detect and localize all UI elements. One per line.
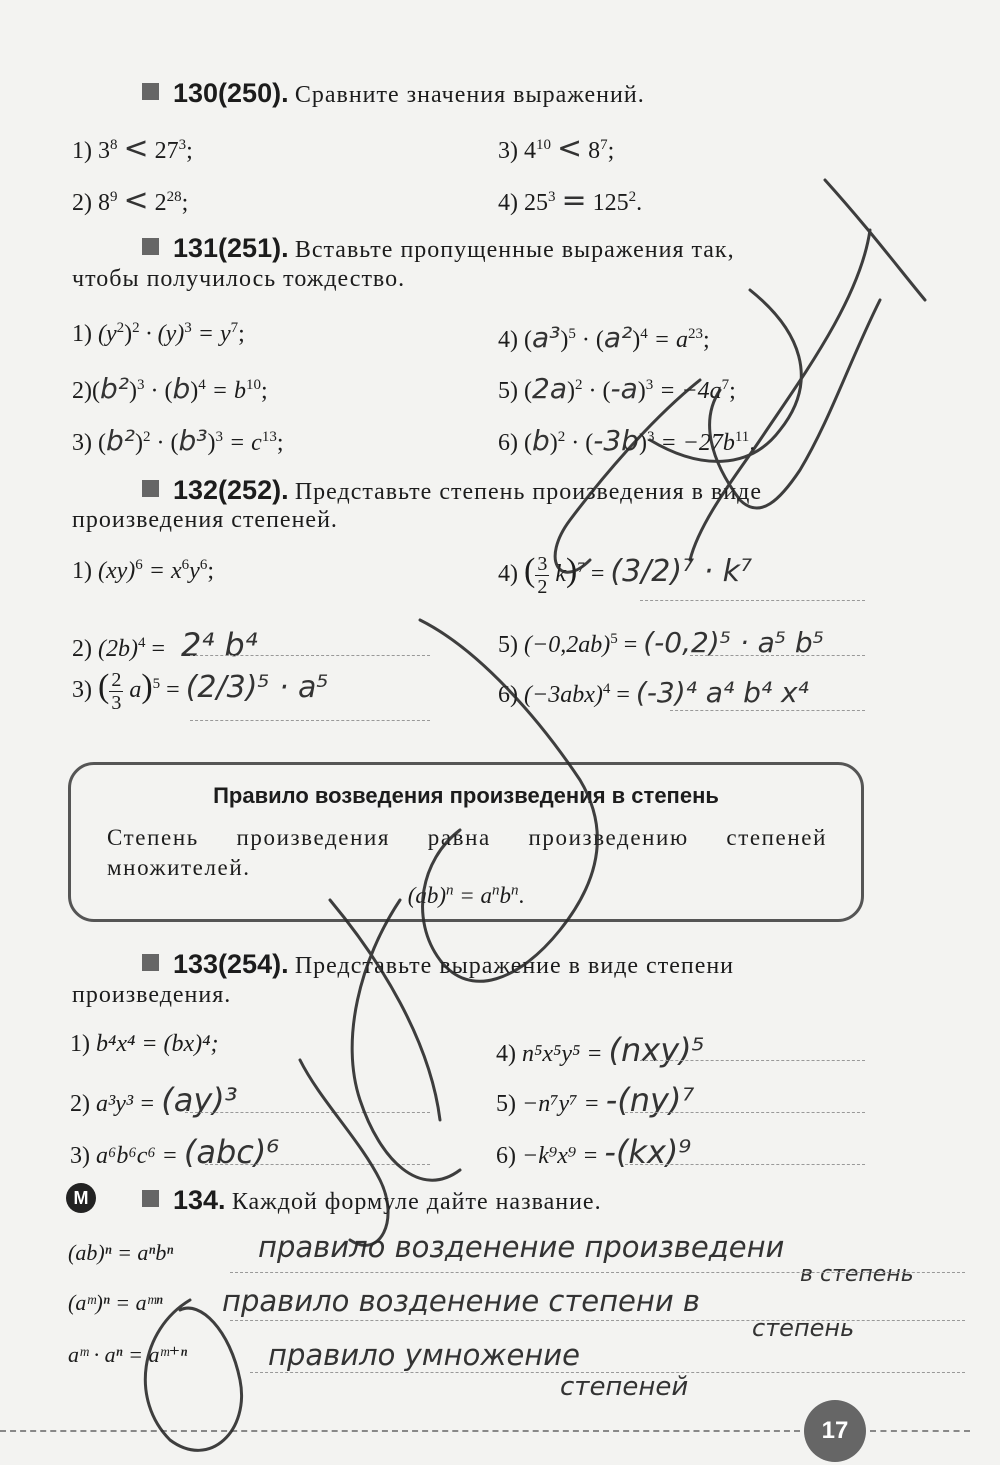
handwritten-answer: -a xyxy=(610,372,638,405)
handwritten-answer: -(kx)⁹ xyxy=(604,1133,692,1171)
task-131-item-5: 5) $(2a)^2 \cdot (-a)^3 = -4a^7$; xyxy=(498,372,736,405)
task-131-header xyxy=(142,233,735,264)
handwritten-answer: b² xyxy=(106,424,135,457)
task-133-item-1: 1) b⁴x⁴ = (bx)⁴; xyxy=(70,1031,219,1057)
rule-title: Правило возведения произведения в степень xyxy=(213,783,719,808)
task-134-formula-3: aᵐ · aⁿ = aᵐ⁺ⁿ xyxy=(68,1342,188,1367)
answer-line xyxy=(250,1372,965,1373)
handwritten-answer: a² xyxy=(603,321,633,354)
handwritten-answer: -(ny)⁷ xyxy=(605,1081,695,1119)
answer-line xyxy=(190,655,430,656)
answer-line xyxy=(625,1164,865,1165)
handwritten-answer: b xyxy=(532,424,550,457)
handwritten-answer: = xyxy=(561,183,587,218)
task-132-header xyxy=(142,475,762,506)
answer-line xyxy=(205,1164,430,1165)
task-133-item-3: 3) a⁶b⁶c⁶ = (abc)⁶ xyxy=(70,1133,280,1171)
task-130-text: Сравните значения выражений. xyxy=(294,82,645,108)
handwritten-answer: степень xyxy=(752,1314,855,1342)
square-bullet-icon xyxy=(142,83,159,100)
handwritten-answer: (abc)⁶ xyxy=(183,1133,280,1171)
task-132-item-4: 4) ( $\frac{3}{2}$ k)$^7$ = (3/2)⁷ · k⁷ xyxy=(498,552,753,598)
page-number: 17 xyxy=(804,1400,866,1462)
task-131-item-4: 4) $(a^3)^5 \cdot (a^2)^4 = a^{23}$; xyxy=(498,321,710,354)
task-132-item-2: 2) $(2b)^4 = 2^4$ b⁴ xyxy=(72,626,258,664)
bottom-divider xyxy=(870,1430,970,1432)
task-134-text: Каждой формуле дайте название. xyxy=(231,1189,602,1215)
answer-line xyxy=(230,1272,965,1273)
rule-box xyxy=(68,762,864,922)
task-130-item-2: 2) $8^9 < 2^{28}$; xyxy=(72,183,189,218)
answer-line xyxy=(690,655,865,656)
bottom-divider xyxy=(0,1430,800,1432)
task-131-item-6: 6) $(b)^2 \cdot (-3b)^3 = -27b^{11}$. xyxy=(498,424,756,457)
task-133-item-2: 2) a³y³ = (ay)³ xyxy=(70,1081,238,1119)
square-bullet-icon xyxy=(142,1190,159,1207)
handwritten-answer: (ay)³ xyxy=(161,1081,238,1119)
square-bullet-icon xyxy=(142,954,159,971)
handwritten-answer: (nxy)⁵ xyxy=(608,1031,705,1069)
answer-line xyxy=(640,1060,865,1061)
task-132-text-line-1: Представьте степень произведения в виде xyxy=(294,479,763,505)
task-132-item-3: 3) ( $\frac{2}{3}$ a)$^5$ = (2/3)⁵ · a⁵ xyxy=(72,668,329,714)
task-130-item-1: 1) $3^8 < 27^3$; xyxy=(72,131,193,166)
square-bullet-icon xyxy=(142,480,159,497)
task-130-item-4: 4) $25^3 = 125^2$. xyxy=(498,183,643,218)
task-134-header xyxy=(142,1185,602,1216)
handwritten-answer: правило возденение произведени xyxy=(258,1230,785,1264)
task-131-text-line-2: чтобы получилось тождество. xyxy=(72,266,406,292)
rule-formula: $(ab)^n = a^nb^n$. xyxy=(407,882,525,908)
handwritten-answer: < xyxy=(123,183,149,218)
handwritten-answer: < xyxy=(123,131,149,166)
answer-line xyxy=(670,710,865,711)
task-130-item-3: 3) $4^{10} < 8^7$; xyxy=(498,131,615,166)
task-131-item-3: 3) $(b^2)^2 \cdot (b^3)^3 = c^{13}$; xyxy=(72,424,284,457)
answer-line xyxy=(190,720,430,721)
answer-line xyxy=(640,600,865,601)
handwritten-answer: в степень xyxy=(800,1262,914,1287)
handwritten-answer: (-0,2)⁵ · a⁵ b⁵ xyxy=(643,626,824,659)
task-132-item-6: 6) $(-3abx)^4 = (-3)^4$ a⁴ b⁴ x⁴ xyxy=(498,676,809,709)
task-132-text-line-2: произведения степеней. xyxy=(72,507,338,533)
handwritten-answer: степеней xyxy=(560,1372,689,1402)
task-131-item-1: 1) $(y^2)^2 \cdot (y)^3 = y^7$; xyxy=(72,320,245,347)
task-130-header xyxy=(142,78,645,109)
task-133-number: 133(254). xyxy=(173,949,289,979)
handwritten-answer: (-3)⁴ a⁴ b⁴ x⁴ xyxy=(635,676,809,709)
task-133-text-line-1: Представьте выражение в виде степени xyxy=(294,953,735,979)
handwritten-answer: -3b xyxy=(593,424,639,457)
task-132-item-5: 5) $(-0,2ab)^5 = (-0,2)^5 \cdot a^5$ b⁵ xyxy=(498,626,824,659)
m-badge-icon: M xyxy=(66,1183,96,1213)
handwritten-answer: a³ xyxy=(532,321,561,354)
handwritten-answer: правило возденение степени в xyxy=(222,1284,700,1318)
task-133-item-5: 5) −n⁷y⁷ = -(ny)⁷ xyxy=(496,1081,695,1119)
answer-line xyxy=(230,1320,965,1321)
task-133-text-line-2: произведения. xyxy=(72,982,232,1008)
task-133-item-4: 4) n⁵x⁵y⁵ = (nxy)⁵ xyxy=(496,1031,705,1069)
task-132-item-1: 1) $(xy)^6 = x^6y^6$; xyxy=(72,557,214,584)
handwritten-answer: 2⁴ b⁴ xyxy=(181,626,258,664)
handwritten-answer: b³ xyxy=(178,424,208,457)
handwritten-answer: b xyxy=(172,372,191,405)
answer-line xyxy=(625,1112,865,1113)
rule-text: Степень произведения равна произведению степеней множителей. xyxy=(107,825,827,880)
task-131-item-2: $2)(b^2)^3 \cdot (b)^4 = b^{10}$; xyxy=(72,372,268,405)
answer-line xyxy=(185,1112,430,1113)
task-134-formula-2: (aᵐ)ⁿ = aᵐⁿ xyxy=(68,1290,163,1315)
task-134-number: 134. xyxy=(173,1185,226,1215)
handwritten-answer: < xyxy=(557,131,583,166)
task-133-item-6: 6) −k⁹x⁹ = -(kx)⁹ xyxy=(496,1133,692,1171)
task-134-formula-1: (ab)ⁿ = aⁿbⁿ xyxy=(68,1240,174,1265)
task-130-number: 130(250). xyxy=(173,78,289,108)
handwritten-answer: 2a xyxy=(532,372,567,405)
handwritten-answer: (3/2)⁷ · k⁷ xyxy=(610,554,753,589)
handwritten-answer: (2/3)⁵ · a⁵ xyxy=(185,670,329,705)
task-131-text-line-1: Вставьте пропущенные выражения так, xyxy=(294,237,735,263)
task-132-number: 132(252). xyxy=(173,475,289,505)
square-bullet-icon xyxy=(142,238,159,255)
handwritten-answer: b² xyxy=(100,372,129,405)
task-133-header xyxy=(142,949,734,980)
task-131-number: 131(251). xyxy=(173,233,289,263)
handwritten-answer: правило умножение xyxy=(268,1338,580,1372)
